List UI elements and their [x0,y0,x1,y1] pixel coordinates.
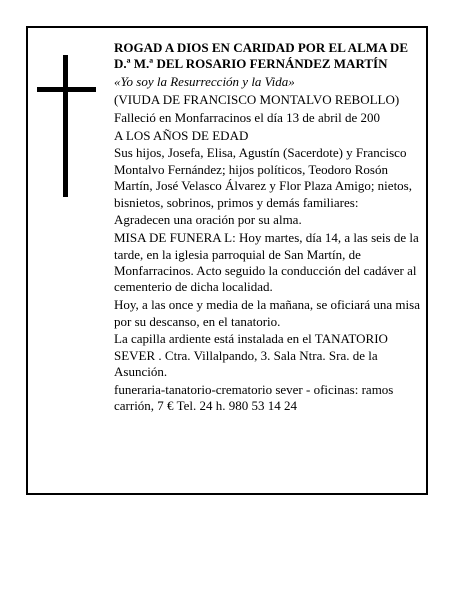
widow-of-line: (VIUDA DE FRANCISCO MONTALVO REBOLLO) [114,92,400,107]
death-date-line: Falleció en Monfarracinos el día 13 de abril de 200 [114,109,381,125]
age-line: A LOS AÑOS DE EDAD [114,127,249,143]
chapel-paragraph: La capilla ardiente está instalada en el TANATORIO SEVER . Ctra. Villalpando, 3. Sala Ntra. Sra. de la Asunción. [114,331,388,380]
funeral-mass-paragraph: MISA DE FUNERA L: Hoy martes, día 14, a las seis de la tarde, en la iglesia parroquial de San Martín, de Monfarracinos. Acto seguido la conducción del cadáver al cementerio de dicha localidad. [114,230,419,295]
memorial-mass-paragraph: Hoy, a las once y media de la mañana, se oficiará una misa por su descanso, en el tanatorio. [114,297,420,329]
cross-horizontal-bar [37,87,96,92]
contact-paragraph: funeraria-tanatorio-crematorio sever - oficinas: ramos carrión, 7 € Tel. 24 h. 980 53 14 24 [114,382,394,414]
obituary-heading: ROGAD A DIOS EN CARIDAD POR EL ALMA DE D.ª M.ª DEL ROSARIO FERNÁNDEZ MARTÍN [114,40,408,72]
obituary-text [114,40,424,416]
family-paragraph: Sus hijos, Josefa, Elisa, Agustín (Sacerdote) y Francisco Montalvo Fernández; hijos políticos, Teodoro Rosón Martín, José Velasco Álvarez y Flor Plaza Amigo; nietos, bisnietos, sobrinos, primos y demás familiares: [114,145,412,210]
cross-vertical-bar [63,55,68,197]
obituary-motto: «Yo soy la Resurrección y la Vida» [114,74,295,90]
thanks-line: Agradecen una oración por su alma. [114,212,302,228]
